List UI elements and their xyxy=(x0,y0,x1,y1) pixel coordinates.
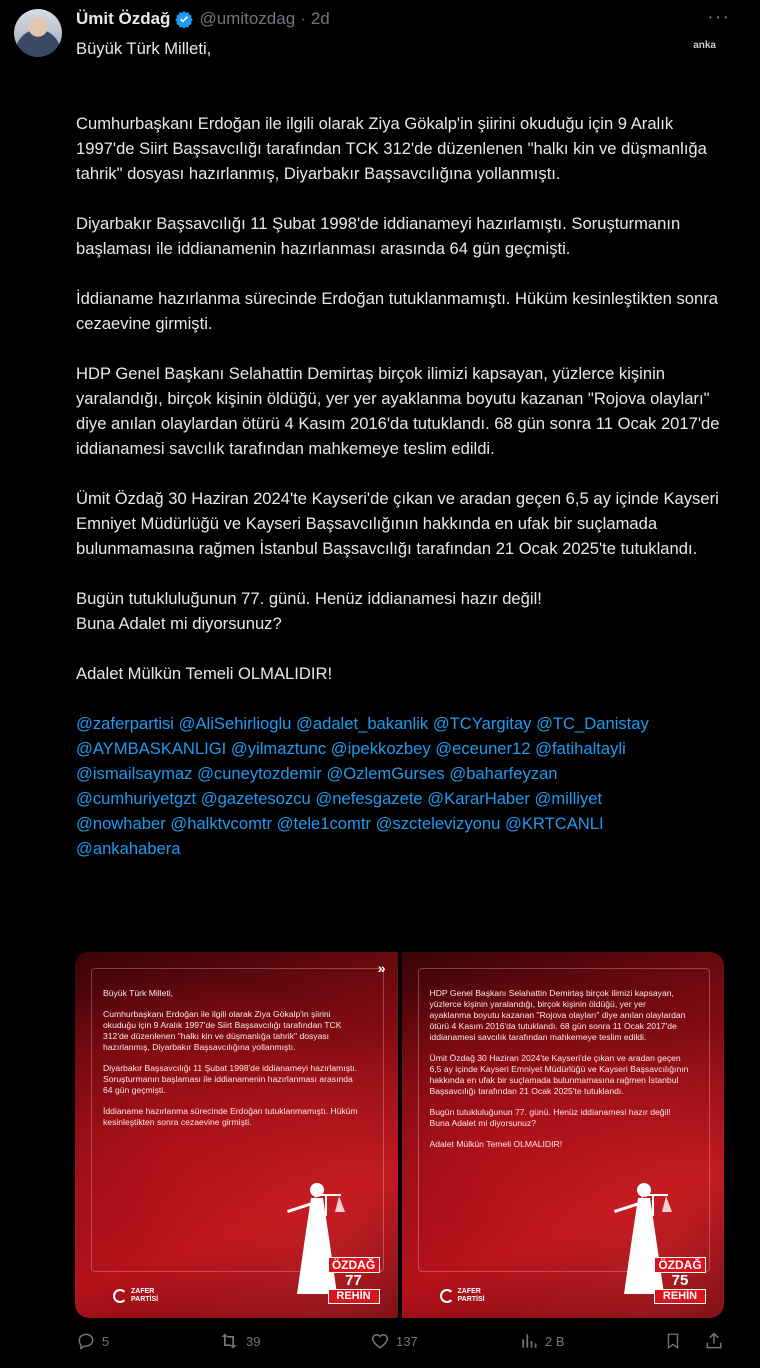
mention-link[interactable]: @cumhuriyetgzt xyxy=(76,789,197,808)
image-paragraph: HDP Genel Başkanı Selahattin Demirtaş birçok ilimizi kapsayan, yüzlerce kişinin yaralandığı, birçok kişinin öldüğü, yer yer ayaklanma boyutu kazanan "Rojova olayları" diye anılan olaylardan ötürü 4 Kasım 2016'da tutuklandı. 68 gün sonra 11 Ocak 2017'de iddianamesi savcılık tarafından mahkemeye teslim edildi. xyxy=(429,988,686,1042)
logo-line: PARTİSİ xyxy=(131,1296,159,1303)
views-count: 2 B xyxy=(545,1333,565,1349)
mention-link[interactable]: @gazetesozcu xyxy=(200,789,311,808)
campaign-badge xyxy=(654,1257,706,1304)
more-options-icon[interactable]: ··· xyxy=(707,6,730,28)
logo-line: ZAFER xyxy=(131,1288,155,1295)
tweet-paragraph: HDP Genel Başkanı Selahattin Demirtaş birçok ilimizi kapsayan, yüzlerce kişinin yaralandığı, birçok kişinin öldüğü, yer yer ayaklanma boyutu kazanan "Rojova olayları" diye anılan olaylardan ötürü 4 Kasım 2016'da tutuklandı. 68 gün sonra 11 Ocak 2017'de iddianamesi savcılık tarafından mahkemeye teslim edildi. xyxy=(76,364,720,458)
like-count: 137 xyxy=(396,1333,418,1349)
mention-link[interactable]: @AYMBASKANLIGI xyxy=(76,739,227,758)
mention-link[interactable]: @OzlemGurses xyxy=(326,764,445,783)
separator-dot: · xyxy=(300,9,306,28)
tweet-paragraph: Bugün tutukluluğunun 77. günü. Henüz iddianamesi hazır değil! xyxy=(76,589,542,608)
reply-count: 5 xyxy=(102,1333,110,1349)
tweet-paragraph: İddianame hazırlanma sürecinde Erdoğan tutuklanmamıştı. Hüküm kesinleştikten sonra cezaevine girmişti. xyxy=(76,289,718,333)
mention-link[interactable]: @eceuner12 xyxy=(435,739,531,758)
mention-link[interactable]: @tele1comtr xyxy=(276,814,371,833)
tweet-paragraph: Cumhurbaşkanı Erdoğan ile ilgili olarak Ziya Gökalp'in şiirini okuduğu için 9 Aralık 1997'de Siirt Başsavcılığı tarafından TCK 312'de düzenlenen "halkı kin ve düşmanlığa tahrik" dosyası hazırlanmış, Diyarbakır Başsavcılığına yollanmıştı. xyxy=(76,114,707,183)
like-button[interactable] xyxy=(370,1330,418,1352)
zafer-party-logo xyxy=(440,1288,485,1304)
tweet-actions xyxy=(76,1330,724,1352)
mention-link[interactable]: @AliSehirlioglu xyxy=(178,714,292,733)
mention-link[interactable]: @cuneytozdemir xyxy=(197,764,322,783)
tweet-paragraph: Diyarbakır Başsavcılığı 11 Şubat 1998'de iddianameyi hazırlamıştı. Soruşturmanın başlaması ile iddianamenin hazırlanması arasında 64 gün geçmişti. xyxy=(76,214,681,258)
heart-icon xyxy=(370,1331,390,1351)
image-text-right xyxy=(430,988,690,1160)
mention-link[interactable]: @nowhaber xyxy=(76,814,166,833)
campaign-badge xyxy=(328,1257,380,1304)
image-paragraph: Büyük Türk Milleti, xyxy=(103,988,174,998)
bookmark-icon xyxy=(664,1331,682,1351)
mention-link[interactable]: @baharfeyzan xyxy=(449,764,558,783)
author-handle[interactable]: @umitozdag xyxy=(199,9,296,28)
badge-bottom-text: REHİN xyxy=(654,1289,706,1304)
image-paragraph: Cumhurbaşkanı Erdoğan ile ilgili olarak Ziya Gökalp'in şiirini okuduğu için 9 Aralık 1997'de Siirt Başsavcılığı tarafından TCK 312'de düzenlenen "halkı kin ve düşmanlığa tahrik" dosyası hazırlanmış, Diyarbakır Başsavcılığına yollanmıştı. xyxy=(103,1009,342,1052)
zafer-logo-icon xyxy=(113,1289,127,1303)
image-paragraph: İddianame hazırlanma sürecinde Erdoğan tutuklanmamıştı. Hüküm kesinleştikten sonra cezaevine girmişti. xyxy=(103,1106,358,1127)
mention-link[interactable]: @nefesgazete xyxy=(315,789,423,808)
mention-link[interactable]: @adalet_bakanlik xyxy=(296,714,429,733)
timestamp[interactable]: 2d xyxy=(310,9,330,28)
image-paragraph: Adalet Mülkün Temeli OLMALIDIR! xyxy=(429,1139,563,1149)
share-icon xyxy=(704,1331,724,1351)
image-paragraph: Ümit Özdağ 30 Haziran 2024'te Kayseri'de çıkan ve aradan geçen 6,5 ay içinde Kayseri Emniyet Müdürlüğü ve Kayseri Başsavcılığının hakkında en ufak bir suçlamada bulunmamasına rağmen İstanbul Başsavcılığı tarafından 21 Ocak 2025'te tutuklandı. xyxy=(429,1053,689,1096)
mention-link[interactable]: @ipekkozbey xyxy=(330,739,431,758)
mention-link[interactable]: @KRTCANLI xyxy=(505,814,604,833)
tweet-paragraph: Buna Adalet mi diyorsunuz? xyxy=(76,614,282,633)
logo-line: PARTİSİ xyxy=(457,1296,485,1303)
repost-button[interactable] xyxy=(218,1330,260,1352)
tweet-paragraph: Büyük Türk Milleti, xyxy=(76,39,212,58)
repost-count: 39 xyxy=(246,1333,261,1349)
mention-link[interactable]: @zaferpartisi xyxy=(76,714,174,733)
reply-icon xyxy=(76,1331,96,1351)
views-button[interactable] xyxy=(519,1330,565,1352)
mention-link[interactable]: @szctelevizyonu xyxy=(375,814,501,833)
avatar[interactable] xyxy=(14,9,62,57)
media-image-left[interactable] xyxy=(75,952,398,1318)
mention-link[interactable]: @milliyet xyxy=(534,789,603,808)
views-chart-icon xyxy=(519,1331,539,1351)
mention-link[interactable]: @halktvcomtr xyxy=(170,814,273,833)
media-image-right[interactable] xyxy=(402,952,725,1318)
source-watermark: anka xyxy=(693,40,716,51)
badge-bottom-text: REHİN xyxy=(328,1289,380,1304)
mention-link[interactable]: @yilmaztunc xyxy=(230,739,327,758)
mentions-block xyxy=(76,711,726,861)
image-paragraph: Bugün tutukluluğunun 77. günü. Henüz iddianamesi hazır değil! Buna Adalet mi diyorsunuz? xyxy=(429,1107,671,1128)
badge-number: 75 xyxy=(671,1272,689,1289)
tweet-paragraph: Adalet Mülkün Temeli OLMALIDIR! xyxy=(76,664,333,683)
badge-number: 77 xyxy=(345,1272,362,1289)
zafer-party-logo xyxy=(113,1288,158,1304)
zafer-logo-icon xyxy=(440,1289,454,1303)
mention-link[interactable]: @TC_Danistay xyxy=(536,714,649,733)
badge-top-text: ÖZDAĞ xyxy=(654,1257,706,1273)
share-button[interactable] xyxy=(704,1330,724,1352)
mention-link[interactable]: @KararHaber xyxy=(427,789,530,808)
badge-top-text: ÖZDAĞ xyxy=(328,1257,380,1273)
verified-badge-icon xyxy=(175,10,193,28)
reply-button[interactable] xyxy=(76,1330,109,1352)
mention-link[interactable]: @ismailsaymaz xyxy=(76,764,193,783)
tweet-paragraph: Ümit Özdağ 30 Haziran 2024'te Kayseri'de çıkan ve aradan geçen 6,5 ay içinde Kayseri Emniyet Müdürlüğü ve Kayseri Başsavcılığının hakkında en ufak bir suçlamada bulunmamasına rağmen İstanbul Başsavcılığı tarafından 21 Ocak 2025'te tutuklandı. xyxy=(76,489,719,558)
logo-line: ZAFER xyxy=(457,1288,481,1295)
tweet-media[interactable] xyxy=(75,952,724,1318)
next-image-icon[interactable]: » xyxy=(377,960,386,976)
image-text-left xyxy=(103,988,363,1138)
repost-icon xyxy=(218,1331,240,1351)
mention-link[interactable]: @fatihaltayli xyxy=(535,739,626,758)
author-name[interactable]: Ümit Özdağ xyxy=(76,9,171,28)
bookmark-button[interactable] xyxy=(664,1330,682,1352)
image-paragraph: Diyarbakır Başsavcılığı 11 Şubat 1998'de iddianameyi hazırlamıştı. Soruşturmanın başlaması ile iddianamenin hazırlanması arasında 64 gün geçmişti. xyxy=(103,1063,358,1095)
tweet-text xyxy=(76,36,726,861)
tweet-header xyxy=(76,7,330,31)
mention-link[interactable]: @TCYargitay xyxy=(432,714,532,733)
mention-link[interactable]: @ankahabera xyxy=(76,839,181,858)
